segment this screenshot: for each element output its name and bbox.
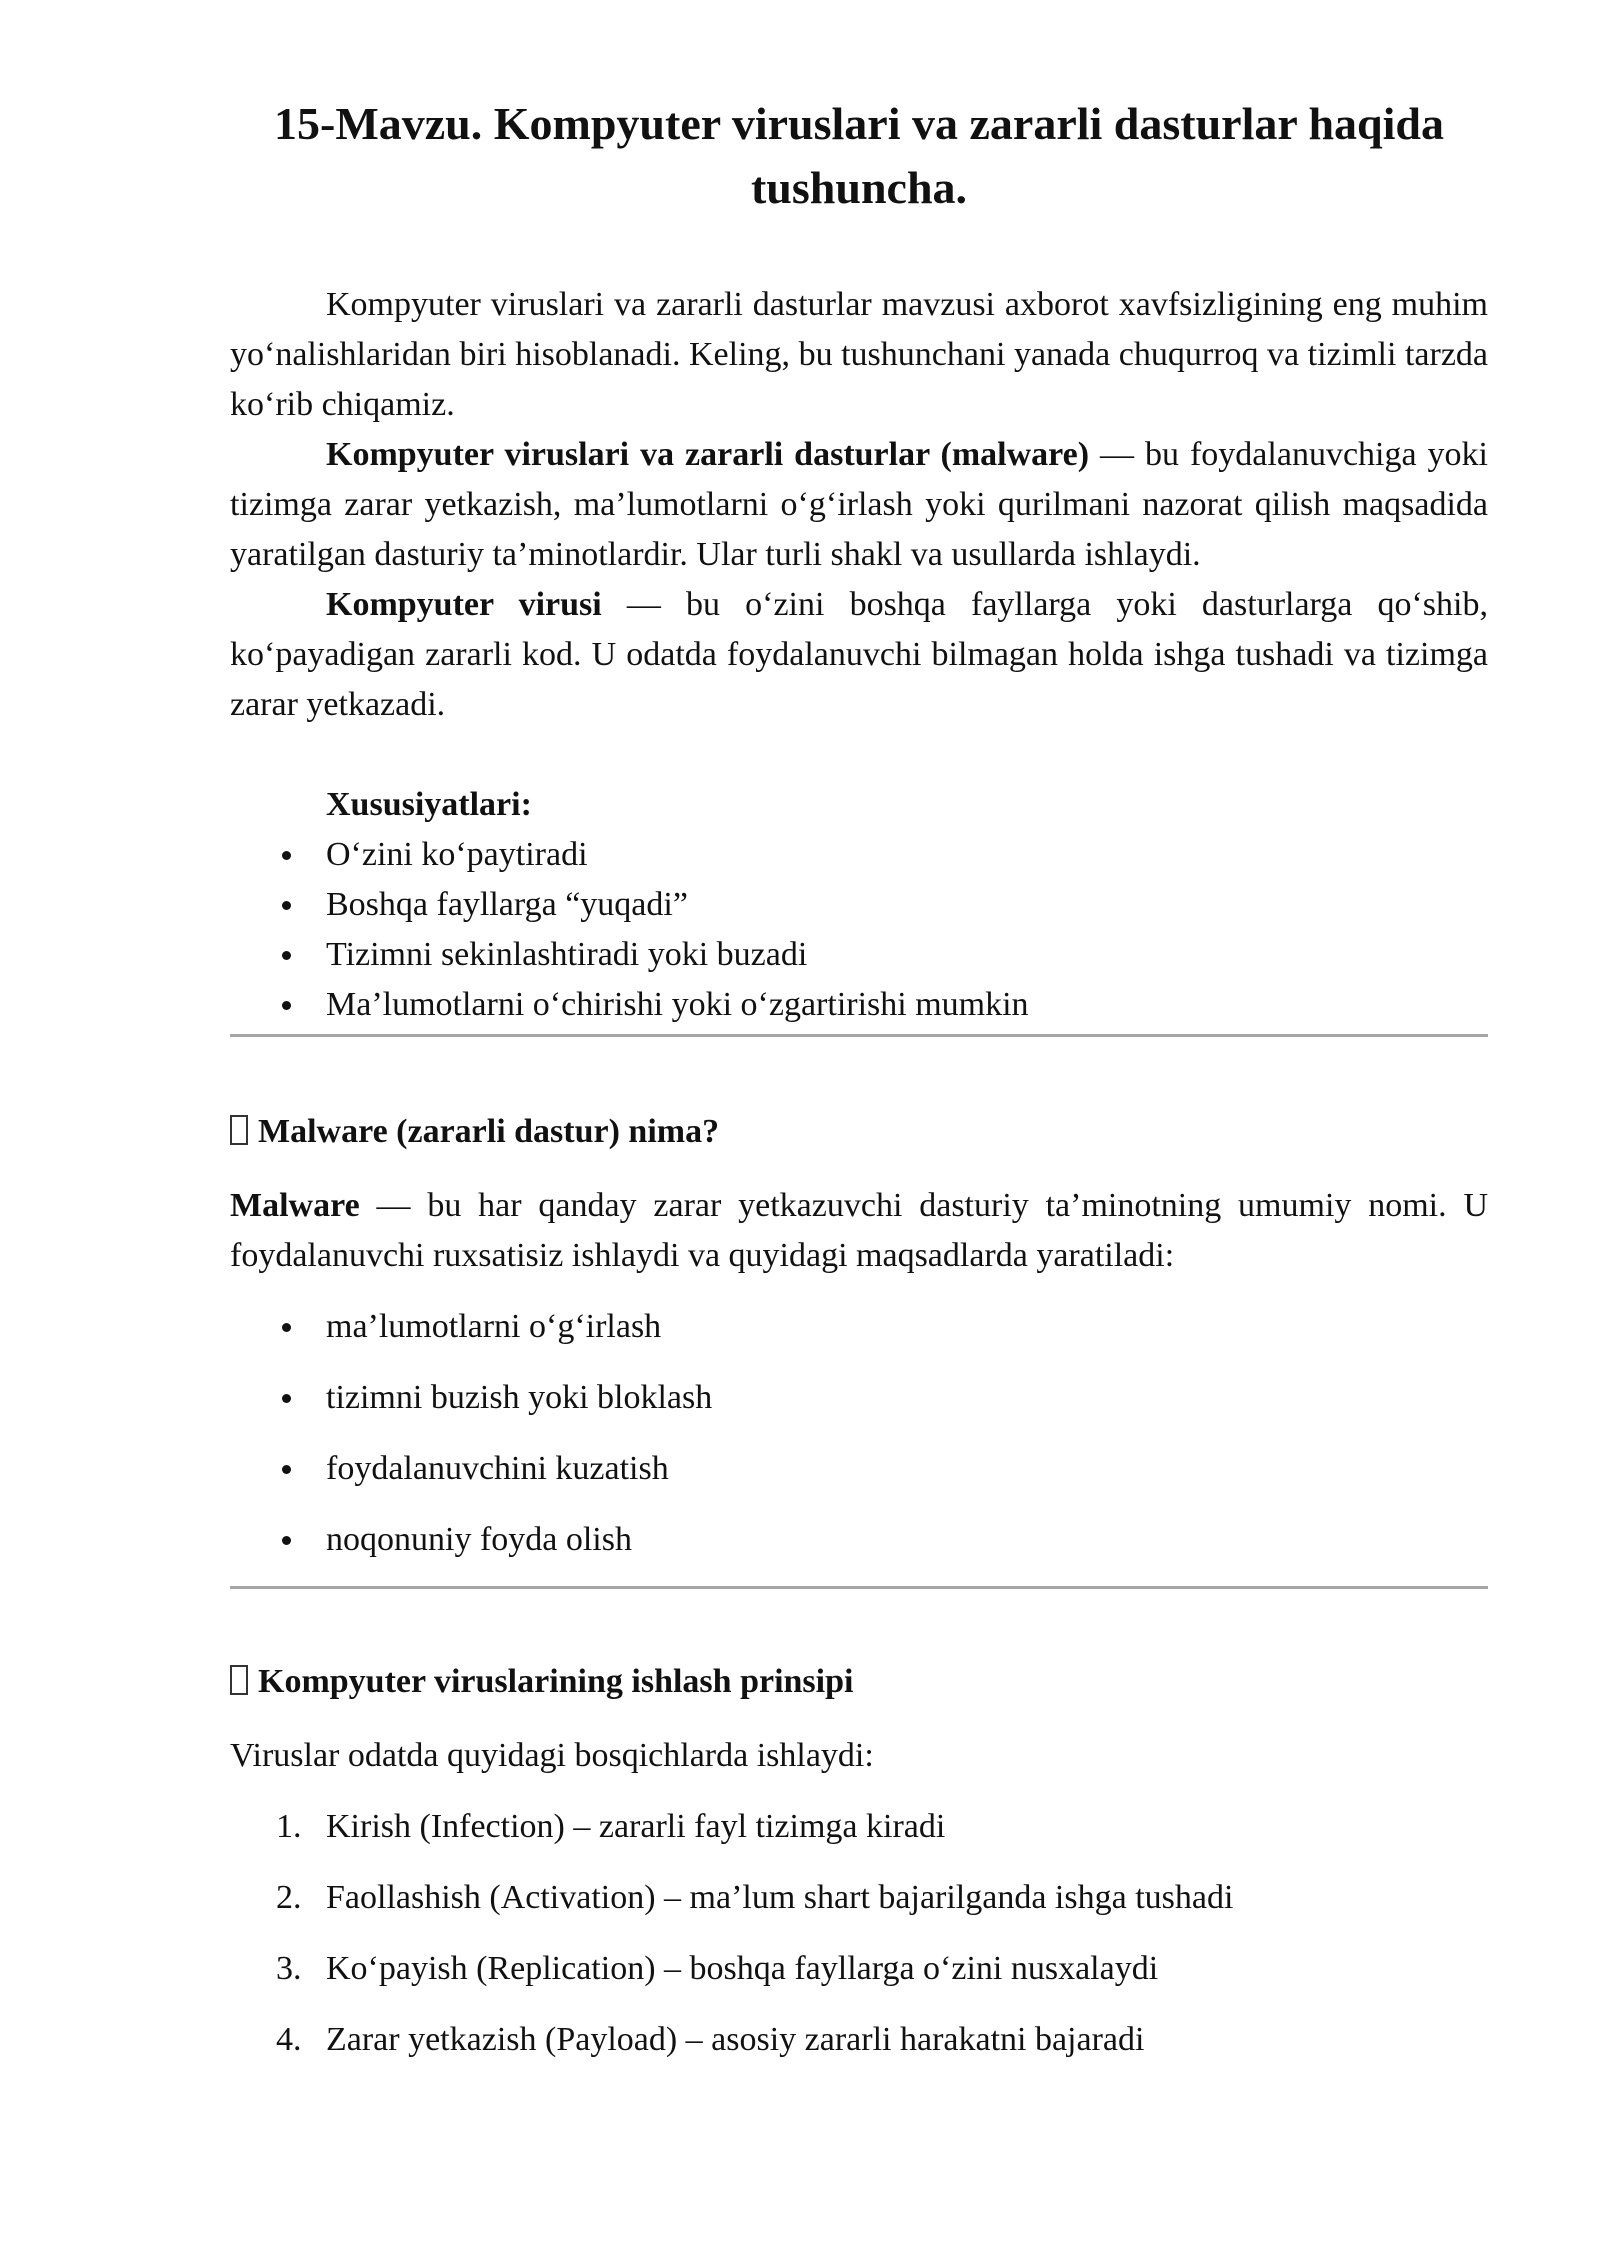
- list-item: [230, 1373, 1488, 1423]
- bullet-icon: [282, 1394, 291, 1403]
- malware-section-heading: [230, 1107, 1488, 1157]
- list-item: [230, 830, 1488, 880]
- list-item: [230, 1302, 1488, 1352]
- list-item-text: foydalanuvchini kuzatish: [326, 1450, 669, 1487]
- features-list: [230, 830, 1488, 1030]
- malware-label: Malware: [230, 1187, 360, 1224]
- placeholder-glyph-icon: [230, 1665, 248, 1695]
- bullet-icon: [282, 1323, 291, 1332]
- malware-section-heading-text: Malware (zararli dastur) nima?: [258, 1113, 720, 1150]
- list-item-text: noqonuniy foyda olish: [326, 1521, 632, 1558]
- bullet-icon: [282, 1465, 291, 1474]
- step-text: Faollashish (Activation) – ma’lum shart bajarilganda ishga tushadi: [326, 1879, 1234, 1916]
- list-item-text: Boshqa fayllarga “yuqadi”: [326, 886, 688, 923]
- bullet-icon: [282, 1536, 291, 1545]
- list-item-text: O‘zini ko‘paytiradi: [326, 836, 588, 873]
- malware-description: [230, 1181, 1488, 1281]
- step-number: 1.: [276, 1808, 302, 1845]
- list-item: [230, 980, 1488, 1030]
- list-item: [230, 930, 1488, 980]
- features-heading: Xususiyatlari:: [326, 786, 532, 823]
- bullet-icon: [282, 951, 291, 960]
- placeholder-glyph-icon: [230, 1115, 248, 1145]
- step-number: 4.: [276, 2021, 302, 2058]
- intro-paragraph: Kompyuter viruslari va zararli dasturlar mavzusi axborot xavfsizligining eng muhim yo‘nalishlaridan biri hisoblanadi. Keling, bu tushunchani yanada chuqurroq va tizimli tarzda ko‘rib chiqamiz.: [230, 286, 1488, 423]
- principle-section-heading: [230, 1657, 1488, 1707]
- bullet-icon: [282, 851, 291, 860]
- list-item: [230, 1444, 1488, 1494]
- step-text: Ko‘payish (Replication) – boshqa fayllarga o‘zini nusxalaydi: [326, 1950, 1159, 1987]
- virus-term: Kompyuter virusi: [326, 586, 602, 623]
- bullet-icon: [282, 1001, 291, 1010]
- principle-section-heading-text: Kompyuter viruslarining ishlash prinsipi: [258, 1663, 854, 1700]
- list-item: [230, 1873, 1488, 1923]
- malware-goals-list: [230, 1302, 1488, 1565]
- virus-definition-paragraph: [230, 580, 1488, 730]
- principle-lead: Viruslar odatda quyidagi bosqichlarda ishlaydi:: [230, 1737, 874, 1774]
- page-title: 15-Mavzu. Kompyuter viruslari va zararli dasturlar haqida tushuncha.: [274, 98, 1444, 213]
- malware-term: Kompyuter viruslari va zararli dasturlar (malware): [326, 436, 1090, 473]
- list-item: [230, 1944, 1488, 1994]
- virus-definition-text: — bu o‘zini boshqa fayllarga yoki dasturlarga qo‘shib, ko‘payadigan zararli kod. U odatda foydalanuvchi bilmagan holda ishga tushadi va tizimga zarar yetkazadi.: [230, 586, 1488, 723]
- step-text: Kirish (Infection) – zararli fayl tizimga kiradi: [326, 1808, 946, 1845]
- list-item-text: Ma’lumotlarni o‘chirishi yoki o‘zgartirishi mumkin: [326, 986, 1029, 1023]
- list-item: [230, 1515, 1488, 1565]
- list-item-text: ma’lumotlarni o‘g‘irlash: [326, 1308, 662, 1345]
- step-number: 2.: [276, 1879, 302, 1916]
- step-number: 3.: [276, 1950, 302, 1987]
- list-item-text: Tizimni sekinlashtiradi yoki buzadi: [326, 936, 808, 973]
- malware-description-text: — bu har qanday zarar yetkazuvchi dasturiy ta’minotning umumiy nomi. U foydalanuvchi ruxsatisiz ishlaydi va quyidagi maqsadlarda yaratiladi:: [230, 1187, 1488, 1274]
- step-text: Zarar yetkazish (Payload) – asosiy zararli harakatni bajaradi: [326, 2021, 1145, 2058]
- list-item: [230, 1802, 1488, 1852]
- list-item: [230, 880, 1488, 930]
- malware-definition-text: — bu foydalanuvchiga yoki tizimga zarar yetkazish, ma’lumotlarni o‘g‘irlash yoki qurilmani nazorat qilish maqsadida yaratilgan dasturiy ta’minotlardir. Ular turli shakl va usullarda ishlaydi.: [230, 436, 1488, 573]
- malware-definition-paragraph: [230, 430, 1488, 580]
- list-item-text: tizimni buzish yoki bloklash: [326, 1379, 713, 1416]
- document-page: [230, 92, 1488, 2086]
- list-item: [230, 2015, 1488, 2065]
- bullet-icon: [282, 901, 291, 910]
- principle-steps-list: [230, 1802, 1488, 2065]
